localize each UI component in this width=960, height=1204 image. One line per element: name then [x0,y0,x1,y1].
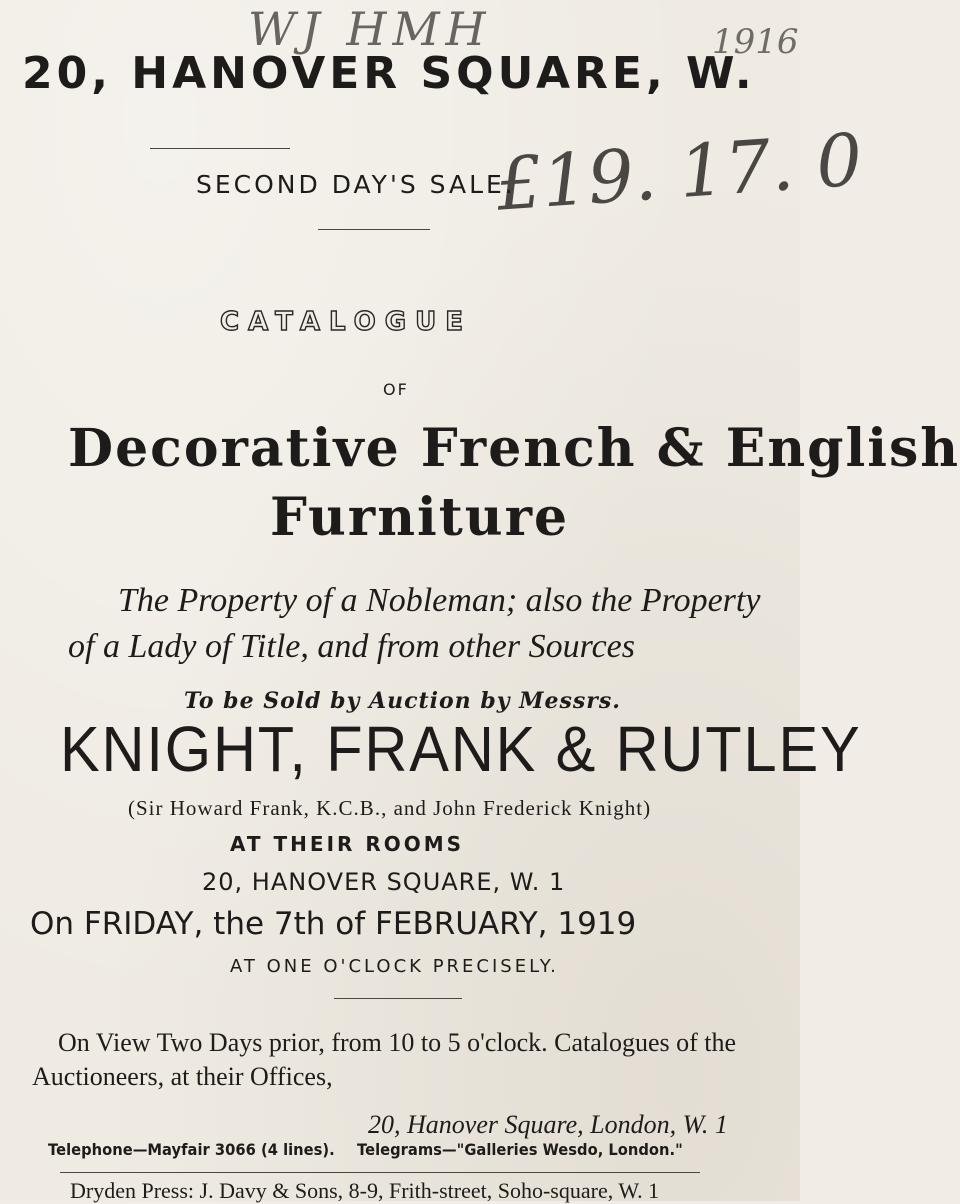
to-be-sold-line: To be Sold by Auction by Messrs. [184,688,621,714]
auction-time: AT ONE O'CLOCK PRECISELY. [230,956,559,977]
header-address: 20, HANOVER SQUARE, W. [22,48,756,99]
view-info-line-2: Auctioneers, at their Offices, [32,1062,333,1091]
title-line-2: Furniture [270,487,570,548]
telephone-line: Telephone—Mayfair 3066 (4 lines). [48,1140,335,1159]
divider-rule [334,998,462,999]
property-line-1: The Property of a Nobleman; also the Property [118,582,761,619]
handwritten-annotation-corner: 1916 [712,22,799,62]
property-line-2: of a Lady of Title, and from other Sources [68,628,635,665]
sale-day-heading: SECOND DAY'S SALE. [196,170,516,199]
of-label: OF [383,380,409,399]
auction-date: On FRIDAY, the 7th of FEBRUARY, 1919 [30,906,637,942]
auction-address: 20, HANOVER SQUARE, W. 1 [202,868,566,896]
auctioneer-firm-name: KNIGHT, FRANK & RUTLEY [60,713,862,785]
divider-rule [150,148,290,149]
divider-rule [60,1172,700,1173]
telegrams-line: Telegrams—"Galleries Wesdo, London." [357,1140,683,1159]
firm-partners: (Sir Howard Frank, K.C.B., and John Frederick Knight) [128,796,652,820]
title-line-1: Decorative French & English [68,418,960,479]
divider-rule [318,229,430,230]
view-info-line-1: On View Two Days prior, from 10 to 5 o'clock. Catalogues of the [58,1028,737,1057]
printer-imprint: Dryden Press: J. Davy & Sons, 8-9, Frith-street, Soho-square, W. 1 [70,1178,660,1203]
catalogue-heading: CATALOGUE [220,307,472,337]
office-address: 20, Hanover Square, London, W. 1 [368,1110,728,1139]
at-rooms-line: AT THEIR ROOMS [230,832,465,856]
handwritten-price-annotation: £19. 17. 0 [493,117,865,227]
handwritten-annotation-top: WJ HMH [248,2,492,56]
